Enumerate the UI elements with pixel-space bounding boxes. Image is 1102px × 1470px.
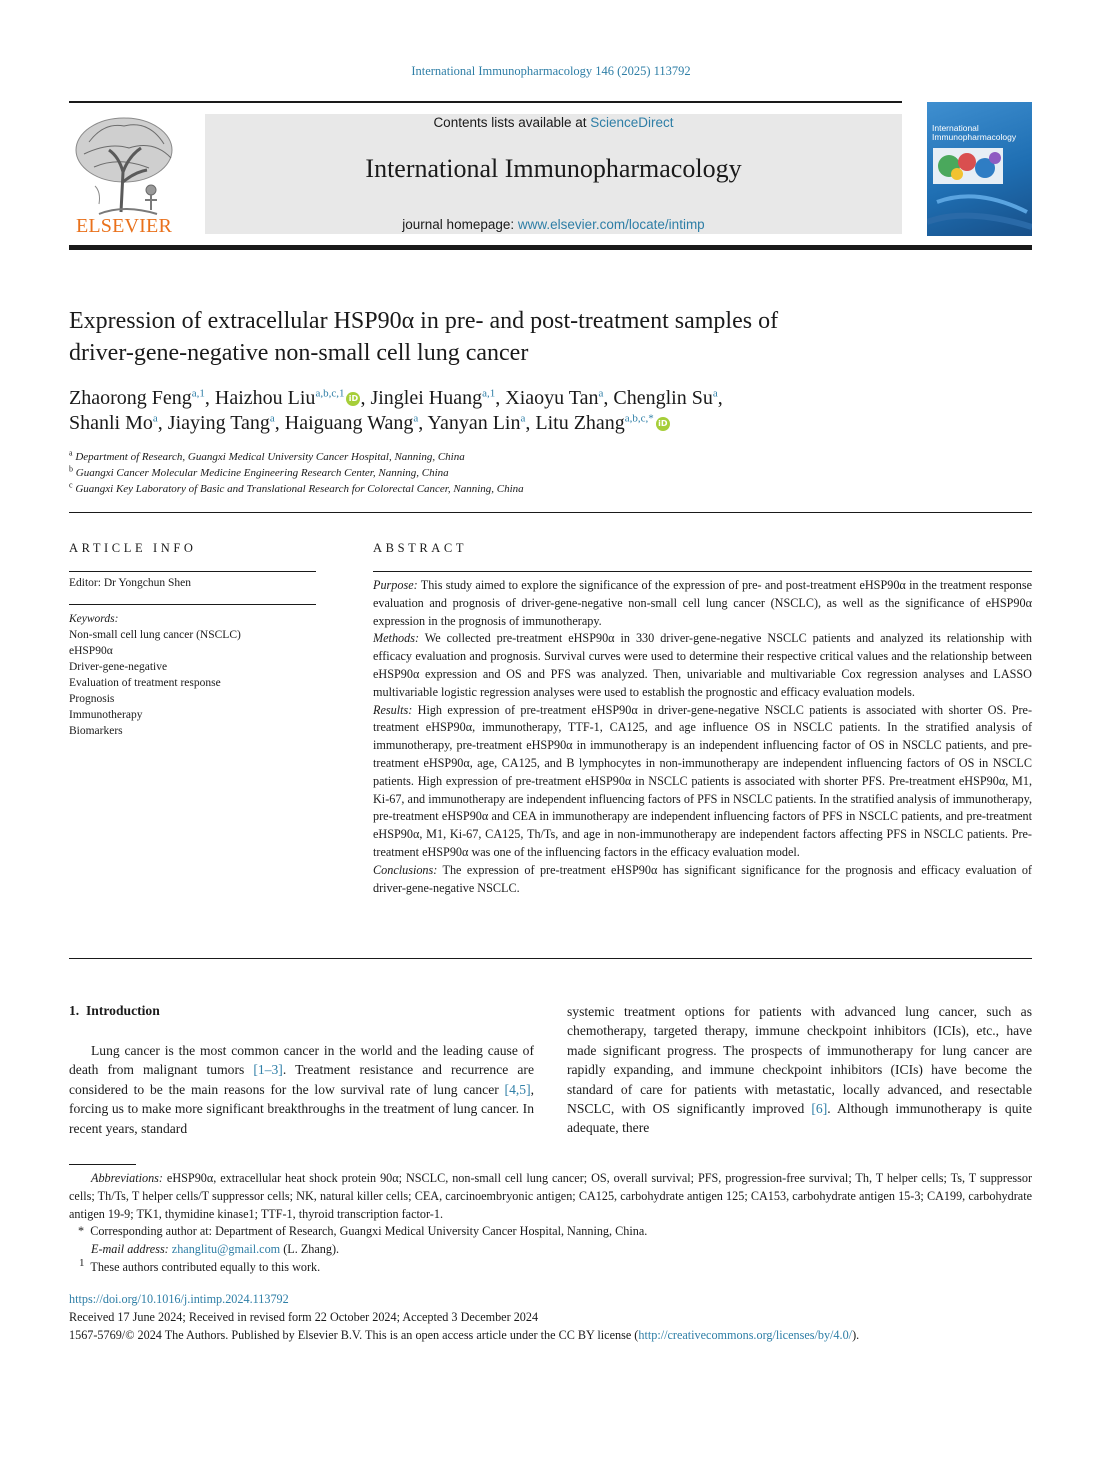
abstract-rule bbox=[373, 571, 1032, 572]
orcid-icon[interactable]: iD bbox=[346, 392, 360, 406]
abstract-label: Conclusions: bbox=[373, 862, 438, 877]
keyword-item: eHSP90α bbox=[69, 645, 113, 657]
article-title-line1: Expression of extracellular HSP90α in pre- and post-treatment samples of bbox=[69, 308, 779, 334]
abstract-body bbox=[373, 577, 1032, 897]
article-info-heading: ARTICLE INFO bbox=[69, 541, 197, 555]
email-label: E-mail address: bbox=[91, 1242, 169, 1256]
intro-column-2 bbox=[567, 1002, 1032, 1138]
author-separator: , bbox=[204, 387, 215, 409]
affiliation-list bbox=[69, 449, 1029, 497]
abstract-text: High expression of pre-treatment eHSP90α in driver-gene-negative NSCLC patients is associated with shorter OS. Pre-treatment eHSP90α, immunotherapy, TTF-1, CA125, and age influence OS in NSCLC patients. In the stratified analysis of immunotherapy, pre-treatment eHSP90α in immunotherapy is an independent influencing factor of OS in NSCLC patients, and pre-treatment eHSP90α, age, CA125, and B lymphocytes in non-immunotherapy are independent influencing factors of OS in NSCLC patients. High expression of pre-treatment eHSP90α in NSCLC patients is associated with shorter PFS. Pre-treatment eHSP90α, M1, Ki-67, and immunotherapy are independent influencing factors of PFS in NSCLC patients. In the stratified analysis of immunotherapy, pre-treatment eHSP90α and CEA in immunotherapy are independent influencing factors of PFS in NSCLC patients, and pre-treatment eHSP90α, M1, Ki-67, CA125, Th/Ts, and age in non-immunotherapy are independent factors affecting PFS in NSCLC patients. Pre-treatment eHSP90α was one of the influencing factors in the efficacy evaluation model. bbox=[373, 702, 1033, 859]
cover-title-line2: Immunopharmacology bbox=[932, 132, 1017, 142]
affiliation-mark: c bbox=[69, 480, 73, 490]
keyword-item: Non-small cell lung cancer (NSCLC) bbox=[69, 629, 241, 641]
author-affiliation-marks[interactable]: a,1 bbox=[191, 387, 205, 400]
author-affiliation-marks[interactable]: a bbox=[413, 412, 419, 425]
received-dates: Received 17 June 2024; Received in revised form 22 October 2024; Accepted 3 December 2024 bbox=[69, 1309, 539, 1324]
journal-citation[interactable]: International Immunopharmacology 146 (2025) 113792 bbox=[411, 64, 691, 78]
journal-header-box bbox=[205, 114, 902, 234]
intro-text: Lung cancer is the most common cancer in the world and the leading cause of death from malignant tumors bbox=[69, 1043, 534, 1078]
author-separator: , bbox=[360, 387, 371, 409]
elsevier-logo[interactable] bbox=[69, 112, 179, 237]
footnote-corresponding bbox=[78, 1223, 1028, 1241]
keyword-item: Prognosis bbox=[69, 693, 115, 705]
abstract-label: Methods: bbox=[373, 631, 420, 646]
homepage-prefix: journal homepage: bbox=[402, 217, 518, 232]
corresponding-text: Corresponding author at: Department of Research, Guangxi Medical University Cancer Hospital, Nanning, China. bbox=[90, 1224, 648, 1238]
article-title bbox=[69, 305, 1029, 369]
citation-link[interactable]: [6] bbox=[811, 1101, 828, 1117]
author-list bbox=[69, 386, 1029, 436]
citation-link[interactable]: [4,5] bbox=[504, 1081, 531, 1097]
author-affiliation-marks[interactable]: a bbox=[269, 412, 275, 425]
email-link[interactable]: zhanglitu@gmail.com bbox=[171, 1242, 281, 1256]
author-line-1 bbox=[69, 386, 1029, 411]
abstract-methods bbox=[373, 630, 1032, 701]
author-name[interactable]: Yanyan Lin bbox=[427, 412, 521, 434]
intro-text: . Although immunotherapy is quite adequate, there bbox=[567, 1101, 1033, 1136]
intro-text: systemic treatment options for patients with advanced lung cancer, such as chemotherapy, targeted therapy, immune checkpoint inhibitors (ICIs), etc., have made significant progress. The prospects of immunotherapy for lung cancer are rapidly expanding, and immune checkpoint inhibitors (ICIs) have become the standard of care for patients with metastatic, locally advanced, and resectable NSCLC, with OS significantly improved bbox=[567, 1004, 1032, 1117]
contents-line bbox=[205, 115, 902, 130]
license-prefix: 1567-5769/© 2024 The Authors. Published by Elsevier B.V. This is an open access article under the CC BY license ( bbox=[69, 1327, 639, 1342]
author-affiliation-marks[interactable]: a bbox=[712, 387, 718, 400]
corresponding-mark: * bbox=[78, 1224, 85, 1238]
affiliation-mark: b bbox=[69, 464, 73, 474]
intro-text: , forcing us to make more significant breakthroughs in the treatment of lung cancer. In recent years, standard bbox=[69, 1081, 534, 1136]
affiliation-divider bbox=[69, 512, 1032, 513]
author-name[interactable]: Shanli Mo bbox=[69, 412, 153, 434]
abstract-results bbox=[373, 702, 1032, 862]
abbreviations-label: Abbreviations: bbox=[91, 1171, 163, 1185]
homepage-link[interactable]: www.elsevier.com/locate/intimp bbox=[517, 217, 705, 232]
article-info-rule-1 bbox=[69, 571, 316, 572]
license-link[interactable]: http://creativecommons.org/licenses/by/4.0/ bbox=[638, 1327, 853, 1342]
author-line-2 bbox=[69, 411, 1029, 436]
intro-column-1 bbox=[69, 1041, 534, 1138]
author-name[interactable]: Haizhou Liu bbox=[214, 387, 316, 409]
keywords-label: Keywords: bbox=[69, 613, 119, 625]
affiliation-item bbox=[69, 449, 1029, 465]
equal-mark: 1 bbox=[79, 1256, 85, 1269]
orcid-icon[interactable]: iD bbox=[656, 417, 670, 431]
author-name[interactable]: Jinglei Huang bbox=[370, 387, 483, 409]
bottom-metadata bbox=[69, 1291, 1034, 1344]
cover-illustration-icon bbox=[927, 102, 1032, 236]
author-name[interactable]: Litu Zhang bbox=[535, 412, 625, 434]
journal-cover-image[interactable] bbox=[927, 102, 1032, 236]
sciencedirect-link[interactable]: ScienceDirect bbox=[590, 115, 674, 130]
section-heading-introduction: 1. Introduction bbox=[69, 1003, 160, 1018]
author-affiliation-marks[interactable]: a,1 bbox=[482, 387, 496, 400]
doi-link[interactable]: https://doi.org/10.1016/j.intimp.2024.113792 bbox=[69, 1292, 289, 1306]
abstract-bottom-rule bbox=[69, 958, 1032, 959]
affiliation-text: Guangxi Cancer Molecular Medicine Engineering Research Center, Nanning, China bbox=[75, 467, 449, 479]
author-affiliation-marks[interactable]: a bbox=[152, 412, 158, 425]
affiliation-mark: a bbox=[69, 448, 73, 458]
article-title-line2: driver-gene-negative non-small cell lung cancer bbox=[69, 340, 529, 366]
author-separator: , bbox=[717, 387, 723, 409]
abstract-text: The expression of pre-treatment eHSP90α has significant significance for the prognosis and efficacy evaluation of driver-gene-negative NSCLC. bbox=[373, 862, 1032, 895]
footnote-equal-contribution bbox=[79, 1256, 1029, 1277]
author-name[interactable]: Zhaorong Feng bbox=[69, 387, 192, 409]
citation-link[interactable]: [1–3] bbox=[253, 1062, 283, 1078]
keyword-item: Biomarkers bbox=[69, 725, 123, 737]
abstract-heading: ABSTRACT bbox=[373, 541, 468, 555]
affiliation-item bbox=[69, 465, 1029, 481]
editor-line: Editor: Dr Yongchun Shen bbox=[69, 577, 192, 589]
abstract-purpose bbox=[373, 577, 1032, 630]
keyword-item: Immunotherapy bbox=[69, 709, 143, 721]
header-top-rule bbox=[69, 101, 902, 103]
abstract-label: Results: bbox=[373, 702, 413, 717]
affiliation-text: Guangxi Key Laboratory of Basic and Translational Research for Colorectal Cancer, Nanning, China bbox=[75, 483, 524, 495]
author-name[interactable]: Xiaoyu Tan bbox=[505, 387, 599, 409]
footnote-abbreviations bbox=[69, 1170, 1032, 1223]
keyword-item: Driver-gene-negative bbox=[69, 661, 168, 673]
author-separator: , bbox=[418, 412, 428, 434]
elsevier-tree-icon bbox=[69, 112, 179, 216]
author-separator: , bbox=[603, 387, 614, 409]
email-suffix: (L. Zhang). bbox=[283, 1242, 340, 1256]
license-suffix: ). bbox=[852, 1327, 860, 1342]
footnote-email bbox=[91, 1241, 1031, 1259]
elsevier-wordmark: ELSEVIER bbox=[75, 215, 173, 237]
author-affiliation-marks[interactable]: a,b,c,* bbox=[624, 412, 654, 425]
intro-text: . Treatment resistance and recurrence are considered to be the main reasons for the low survival rate of lung cancer bbox=[69, 1062, 534, 1097]
article-info-rule-2 bbox=[69, 604, 316, 605]
license-line bbox=[69, 1327, 1034, 1345]
author-affiliation-marks[interactable]: a bbox=[598, 387, 604, 400]
abstract-label: Purpose: bbox=[373, 578, 418, 592]
cover-title-line1: International bbox=[932, 123, 979, 133]
author-affiliation-marks[interactable]: a,b,c,1 bbox=[315, 387, 345, 400]
author-affiliation-marks[interactable]: a bbox=[520, 412, 526, 425]
affiliation-item bbox=[69, 481, 1029, 497]
footnote-rule bbox=[69, 1164, 136, 1165]
contents-prefix: Contents lists available at bbox=[433, 115, 591, 130]
abbreviations-text: eHSP90α, extracellular heat shock protein 90α; NSCLC, non-small cell lung cancer; OS, overall survival; PFS, progression-free survival; Th, T helper cells; Ts, T suppressor cells; Th/Ts, T helper cells/T suppressor cells; NK, natural killer cells; CEA, carcinoembryonic antigen; CA125, carbohydrate antigen 125; CA153, carbohydrate antigen 15-3; CA199, carbohydrate antigen 19-9; TK1, thymidine kinase1; TTF-1, thyroid transcription factor-1. bbox=[69, 1171, 1032, 1221]
author-name[interactable]: Chenglin Su bbox=[613, 387, 713, 409]
abstract-text: We collected pre-treatment eHSP90α in 330 driver-gene-negative NSCLC patients and analyzed its relationship with efficacy evaluation and prognosis. Survival curves were used to determine their respective critical values and the relationship between eHSP90α expression and OS and PFS was analyzed. Then, univariable and multivariable Cox regression analyses and LASSO multivariable logistic regression analyses were used to establish the prognostic and efficacy evaluation models. bbox=[373, 631, 1033, 699]
keywords-block bbox=[69, 611, 319, 739]
author-name[interactable]: Jiaying Tang bbox=[167, 412, 270, 434]
affiliation-text: Department of Research, Guangxi Medical University Cancer Hospital, Nanning, China bbox=[75, 451, 465, 463]
abstract-conclusions bbox=[373, 862, 1032, 898]
author-separator: , bbox=[525, 412, 536, 434]
author-separator: , bbox=[495, 387, 506, 409]
homepage-line bbox=[205, 217, 902, 232]
author-name[interactable]: Haiguang Wang bbox=[284, 412, 414, 434]
author-separator: , bbox=[157, 412, 168, 434]
author-separator: , bbox=[274, 412, 285, 434]
abstract-text: This study aimed to explore the significance of the expression of pre- and post-treatment eHSP90α in the treatment response evaluation and prognosis of driver-gene-negative non-small cell lung cancer (NSCLC), as well as the significance of eHSP90α expression in the prognosis of immunotherapy. bbox=[373, 578, 1032, 628]
journal-title: International Immunopharmacology bbox=[365, 154, 742, 183]
header-bottom-rule bbox=[69, 245, 1032, 250]
equal-text: These authors contributed equally to this work. bbox=[90, 1260, 321, 1274]
keyword-item: Evaluation of treatment response bbox=[69, 677, 221, 689]
